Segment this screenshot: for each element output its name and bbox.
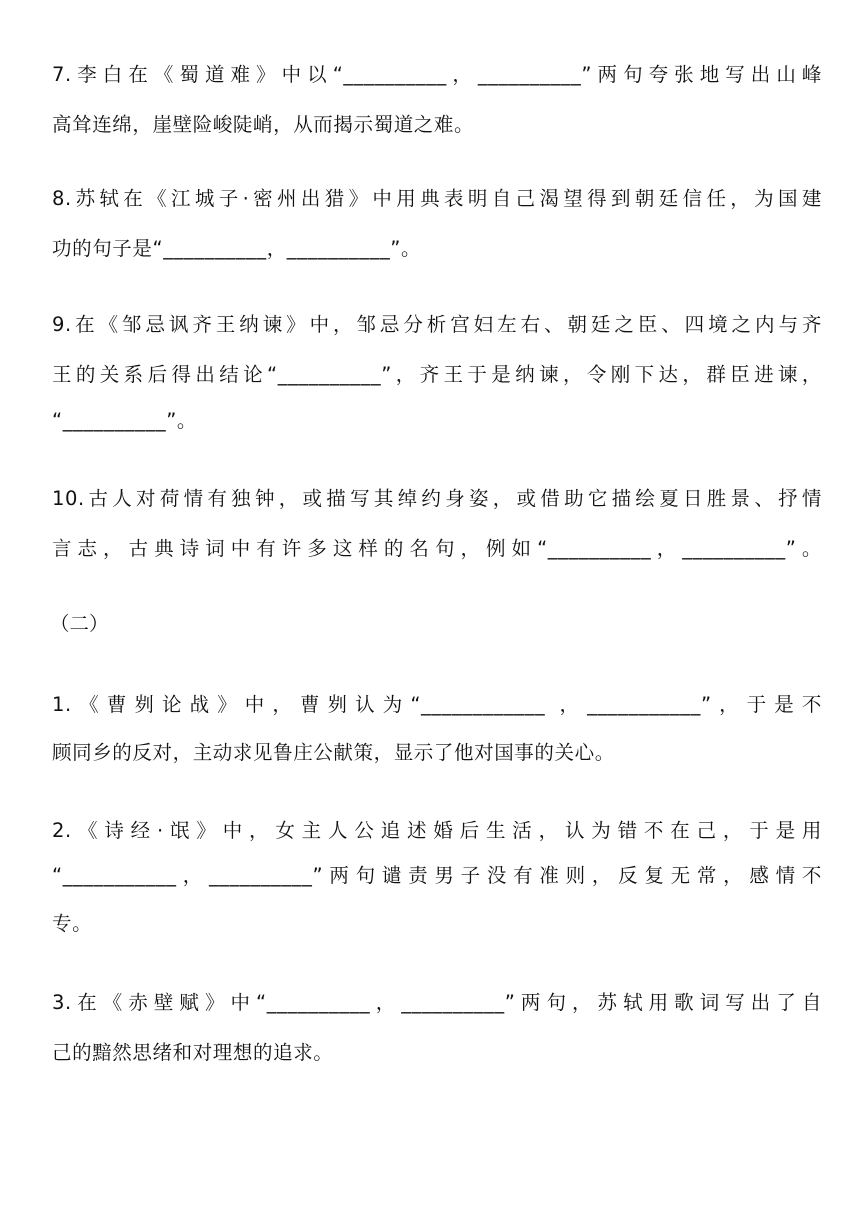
- part2-question-1-line-2: 顾同乡的反对，主动求见鲁庄公献策，显示了他对国事的关心。: [52, 741, 615, 764]
- part2-question-2-line-1: 2.《诗经·氓》中，女主人公追述婚后生活，认为错不在己，于是用: [52, 819, 822, 842]
- question-7-line-1: 7.李白在《蜀道难》中以“__________，__________”两句夸张地写出山峰: [52, 63, 822, 86]
- question-10-line-2: 言志，古典诗词中有许多这样的名句，例如“__________，__________”。: [52, 537, 822, 560]
- part2-question-3-line-2: 己的黯然思绪和对理想的追求。: [52, 1041, 334, 1064]
- question-8-line-1: 8.苏轼在《江城子·密州出猎》中用典表明自己渴望得到朝廷信任，为国建: [52, 187, 822, 210]
- question-10-line-1: 10.古人对荷情有独钟，或描写其绰约身姿，或借助它描绘夏日胜景、抒情: [52, 487, 822, 510]
- question-7-line-2: 高耸连绵，崖壁险峻陡峭，从而揭示蜀道之难。: [52, 113, 475, 136]
- section-heading: （二）: [50, 612, 109, 635]
- part2-question-3-line-1: 3.在《赤壁赋》中“__________，__________”两句，苏轼用歌词写出了自: [52, 991, 822, 1014]
- question-9-line-3: “__________”。: [52, 409, 198, 432]
- part2-question-2-line-3: 专。: [52, 912, 93, 935]
- part2-question-1-line-1: 1.《曹刿论战》中，曹刿认为“____________ ，___________”，于是不: [52, 693, 822, 716]
- part2-question-2-line-2: “___________，__________”两句谴责男子没有准则，反复无常，感情不: [52, 864, 822, 887]
- question-8-line-2: 功的句子是“__________，__________”。: [52, 237, 422, 260]
- question-9-line-2: 王的关系后得出结论“__________”，齐王于是纳谏，令刚下达，群臣进谏，: [52, 363, 822, 386]
- question-9-line-1: 9.在《邹忌讽齐王纳谏》中，邹忌分析宫妇左右、朝廷之臣、四境之内与齐: [52, 313, 822, 336]
